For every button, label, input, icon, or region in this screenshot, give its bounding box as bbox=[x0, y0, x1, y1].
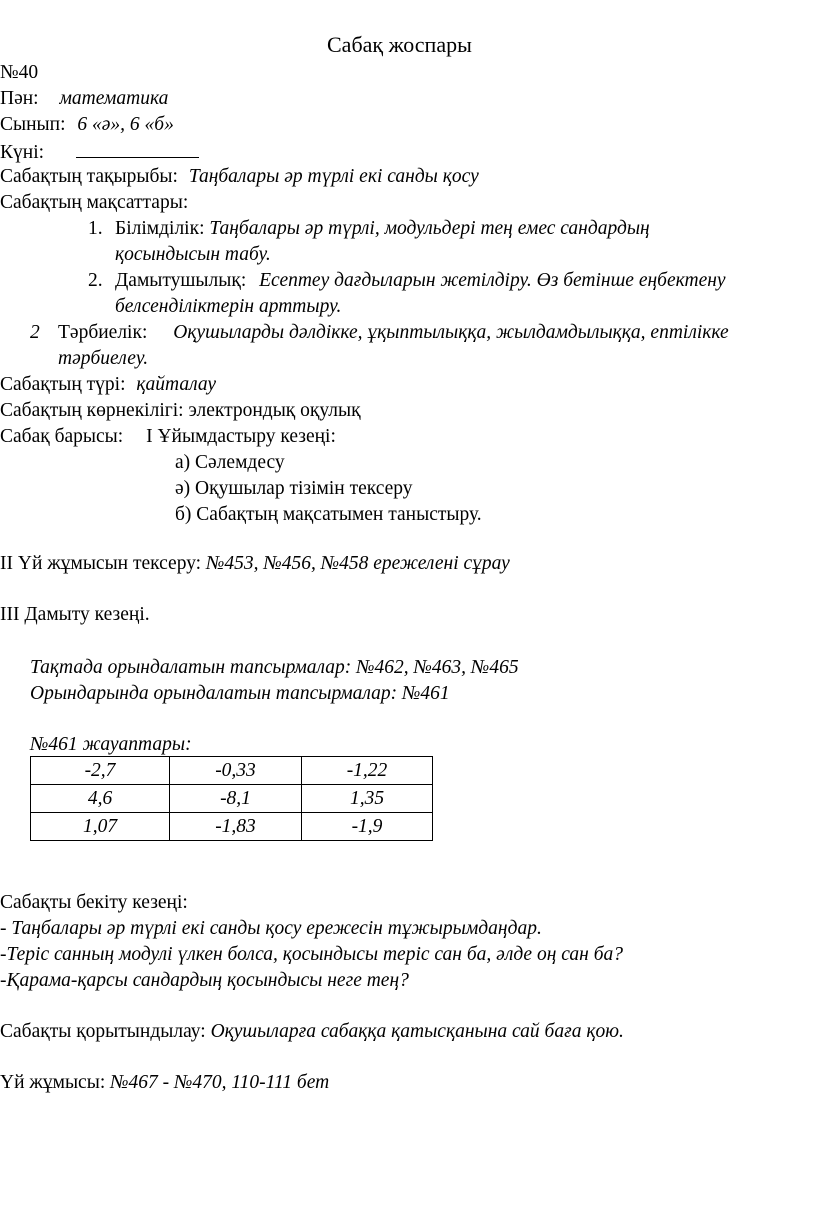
table-row bbox=[31, 757, 433, 785]
course-step-2: ә) Оқушылар тізімін тексеру bbox=[175, 478, 413, 499]
consolidation-question-1: - Таңбалары әр түрлі екі санды қосу ережесін тұжырымдаңдар. bbox=[0, 918, 542, 939]
date-label: Күні: bbox=[0, 142, 45, 163]
goal-1-text-cont: қосындысын табу. bbox=[115, 244, 271, 265]
table-row bbox=[31, 813, 433, 841]
goal-3-line bbox=[58, 321, 729, 345]
goal-2-text-cont: белсенділіктерін арттыру. bbox=[115, 296, 342, 317]
grade-value: 6 «ә», 6 «б» bbox=[77, 114, 174, 135]
lesson-type-value: қайталау bbox=[136, 374, 216, 395]
topic-label: Сабақтың тақырыбы: bbox=[0, 166, 178, 187]
goal-2-label: Дамытушылық: bbox=[115, 270, 247, 291]
goal-3-text-cont: тәрбиелеу. bbox=[58, 348, 149, 369]
goal-3-number: 2 bbox=[30, 322, 40, 343]
table-cell: -1,9 bbox=[302, 813, 433, 841]
homework-label: Үй жұмысы: bbox=[0, 1072, 106, 1093]
lesson-type-line bbox=[0, 373, 216, 397]
table-cell: -2,7 bbox=[31, 757, 170, 785]
date-line bbox=[0, 139, 199, 165]
goals-label: Сабақтың мақсаттары: bbox=[0, 192, 189, 213]
table-cell: 1,35 bbox=[302, 785, 433, 813]
goal-1-label: Білімділік: bbox=[115, 218, 205, 239]
course-step-3: б) Сабақтың мақсатымен таныстыру. bbox=[175, 504, 482, 525]
course-step-1: а) Сәлемдесу bbox=[175, 452, 285, 473]
seat-tasks: Орындарында орындалатын тапсырмалар: №461 bbox=[30, 683, 450, 704]
consolidation-question-2: -Теріс санның модулі үлкен болса, қосындысы теріс сан ба, әлде оң сан ба? bbox=[0, 944, 624, 965]
board-tasks: Тақтада орындалатын тапсырмалар: №462, №463, №465 bbox=[30, 657, 519, 678]
summary-value: Оқушыларға сабаққа қатысқанына сай баға қою. bbox=[210, 1021, 624, 1042]
subject-label: Пән: bbox=[0, 88, 39, 109]
goal-2-text: Есептеу дағдыларын жетілдіру. Өз бетінше еңбектену bbox=[259, 270, 726, 291]
homework-check-line bbox=[0, 552, 510, 576]
homework-line bbox=[0, 1071, 329, 1095]
goal-1-text: Таңбалары әр түрлі, модульдері тең емес сандардың bbox=[209, 218, 650, 239]
summary-line bbox=[0, 1020, 624, 1044]
homework-value: №467 - №470, 110-111 бет bbox=[110, 1072, 330, 1093]
topic-value: Таңбалары әр түрлі екі санды қосу bbox=[188, 166, 479, 187]
stage-1-label: І Ұйымдастыру кезеңі: bbox=[146, 426, 336, 447]
lesson-number: №40 bbox=[0, 62, 39, 83]
course-label: Сабақ барысы: bbox=[0, 426, 124, 447]
table-cell: -0,33 bbox=[170, 757, 302, 785]
visuals-line: Сабақтың көрнекілігі: электрондық оқулық bbox=[0, 400, 361, 421]
page-title: Сабақ жоспары bbox=[327, 32, 472, 57]
table-cell: -8,1 bbox=[170, 785, 302, 813]
homework-check-value: №453, №456, №458 ережелені сұрау bbox=[205, 553, 510, 574]
grade-line bbox=[0, 113, 174, 137]
subject-value: математика bbox=[59, 88, 169, 109]
grade-label: Сынып: bbox=[0, 114, 66, 135]
goal-2-number: 2. bbox=[88, 270, 103, 291]
goal-1-line bbox=[115, 217, 650, 241]
table-cell: -1,83 bbox=[170, 813, 302, 841]
consolidation-label: Сабақты бекіту кезеңі: bbox=[0, 892, 188, 913]
goal-3-text: Оқушыларды дәлдікке, ұқыптылыққа, жылдамдылыққа, ептілікке bbox=[173, 322, 729, 343]
table-row bbox=[31, 785, 433, 813]
table-cell: 1,07 bbox=[31, 813, 170, 841]
subject-line bbox=[0, 87, 168, 111]
goal-3-label: Тәрбиелік: bbox=[58, 322, 148, 343]
course-line bbox=[0, 425, 336, 449]
goal-2-line bbox=[115, 269, 726, 293]
lesson-type-label: Сабақтың түрі: bbox=[0, 374, 126, 395]
goal-1-number: 1. bbox=[88, 218, 103, 239]
table-cell: -1,22 bbox=[302, 757, 433, 785]
table-cell: 4,6 bbox=[31, 785, 170, 813]
answers-caption: №461 жауаптары: bbox=[30, 734, 192, 755]
homework-check-label: ІІ Үй жұмысын тексеру: bbox=[0, 553, 202, 574]
development-label: ІІІ Дамыту кезеңі. bbox=[0, 604, 150, 625]
topic-line bbox=[0, 165, 479, 189]
answers-table bbox=[30, 756, 433, 841]
consolidation-question-3: -Қарама-қарсы сандардың қосындысы неге тең? bbox=[0, 970, 409, 991]
date-blank bbox=[76, 139, 199, 158]
summary-label: Сабақты қорытындылау: bbox=[0, 1021, 206, 1042]
